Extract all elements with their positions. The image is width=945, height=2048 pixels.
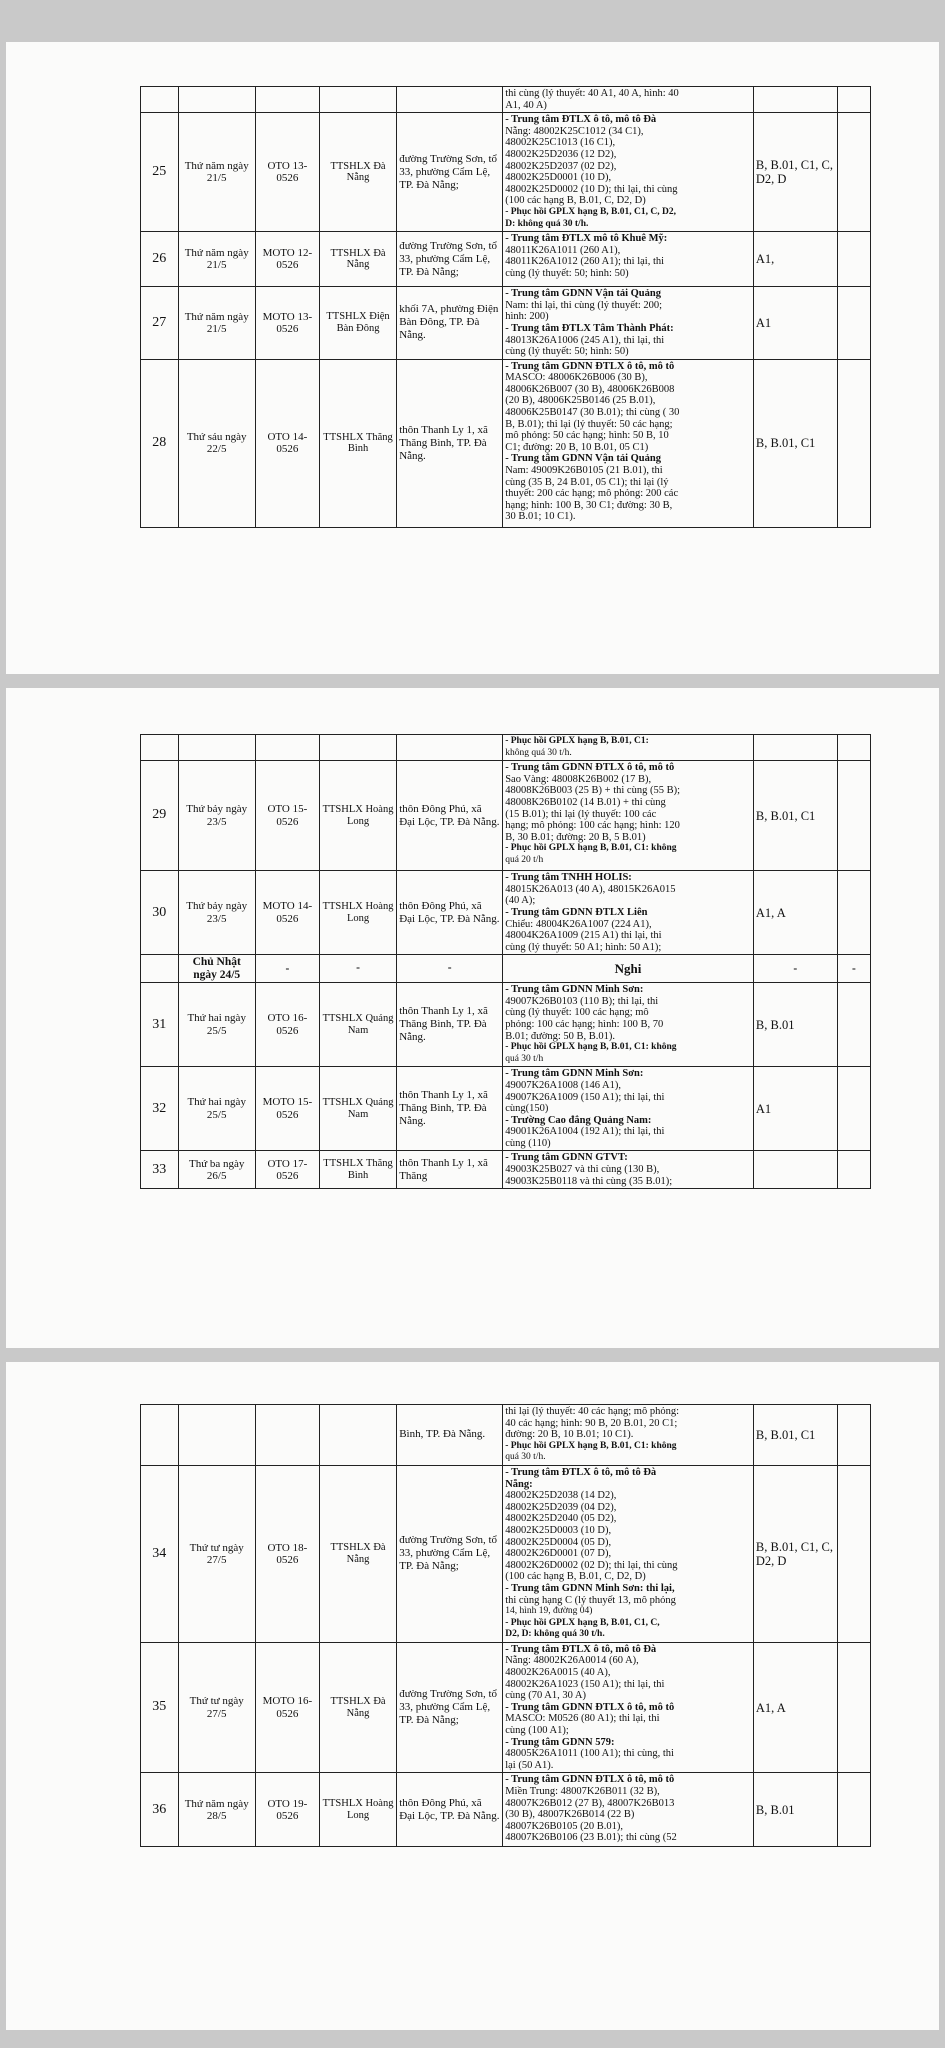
note-cell (837, 1465, 870, 1642)
table-row (141, 761, 871, 871)
document-page-1 (6, 42, 939, 674)
training-units (503, 761, 754, 871)
exam-address: thôn Đông Phú, xã Đại Lộc, TP. Đà Nẵng. (397, 871, 503, 955)
row-number (141, 1405, 179, 1466)
row-number: 33 (141, 1151, 179, 1189)
exam-address (397, 735, 503, 761)
exam-center: TTSHLX Đà Nẵng (319, 1465, 396, 1642)
license-classes (753, 87, 837, 113)
exam-center: TTSHLX Hoàng Long (319, 871, 396, 955)
license-classes: A1, A (753, 1642, 837, 1773)
session-code: - (255, 955, 319, 983)
exam-address: thôn Thanh Ly 1, xã Thăng (397, 1151, 503, 1189)
desc-line: - Trung tâm GDNN Vận tải Quảng (505, 453, 661, 465)
desc-line: (15 B.01); thi lại (lý thuyết: 100 các (505, 808, 657, 820)
session-code (255, 735, 319, 761)
note-cell (837, 1405, 870, 1466)
row-number (141, 87, 179, 113)
exam-center: - (319, 955, 396, 983)
desc-line: 14, hình 19, đường 04) (505, 1606, 593, 1617)
table-row (141, 1642, 871, 1773)
desc-line: - Trung tâm GDNN 579: (505, 1736, 615, 1748)
desc-line: MASCO: M0526 (80 A1); thi lại, thi (505, 1713, 660, 1725)
desc-line: không quá 30 t/h. (505, 747, 572, 758)
exam-day: Thứ năm ngày 21/5 (178, 113, 255, 232)
note-cell (837, 359, 870, 527)
training-units (503, 735, 754, 761)
desc-line: (30 B), 48007K26B014 (22 B) (505, 1809, 635, 1821)
table-row (141, 1773, 871, 1847)
exam-address: đường Trường Sơn, tổ 33, phường Cẩm Lệ, TP. Đà Nẵng; (397, 1642, 503, 1773)
desc-line: 48002K25D2040 (05 D2), (505, 1513, 617, 1525)
license-classes: B, B.01, C1 (753, 1405, 837, 1466)
session-code: OTO 19-0526 (255, 1773, 319, 1847)
desc-line: thi cùng hạng C (lý thuyết 13, mô phỏng (505, 1594, 676, 1606)
training-units (503, 1773, 754, 1847)
desc-line: 48006K26B007 (30 B), 48006K26B008 (505, 383, 675, 395)
table-row (141, 871, 871, 955)
desc-line: - Trung tâm GDNN Minh Sơn: thi lại, (505, 1582, 675, 1594)
schedule-table-page-1 (140, 86, 871, 528)
desc-line: 48002K25D2037 (02 D2), (505, 160, 617, 172)
desc-line: Miền Trung: 48007K26B011 (32 B), (505, 1786, 660, 1797)
desc-line: 48007K26B0105 (20 B.01), (505, 1820, 624, 1832)
row-number: 25 (141, 113, 179, 232)
desc-line: 30 B.01; 10 C1). (505, 511, 576, 523)
desc-line: 48005K26A1011 (100 A1); thi cùng, thi (505, 1748, 674, 1760)
exam-center: TTSHLX Quảng Nam (319, 983, 396, 1067)
license-classes (753, 735, 837, 761)
exam-address: thôn Đông Phú, xã Đại Lộc, TP. Đà Nẵng. (397, 761, 503, 871)
desc-line: 48013K26A1006 (245 A1), thi lại, thi (505, 334, 665, 346)
table-row (141, 1405, 871, 1466)
desc-line: Nẵng: (505, 1478, 533, 1490)
session-code: MOTO 12-0526 (255, 232, 319, 287)
note-cell (837, 1067, 870, 1151)
desc-line: hạng; mô phỏng: 100 các hạng; hình: 120 (505, 820, 680, 832)
session-code: OTO 17-0526 (255, 1151, 319, 1189)
exam-day (178, 87, 255, 113)
desc-line: 48011K26A1011 (260 A1), (505, 244, 621, 256)
training-units (503, 113, 754, 232)
exam-day: Thứ năm ngày 28/5 (178, 1773, 255, 1847)
table-row (141, 113, 871, 232)
note-cell (837, 871, 870, 955)
table-row (141, 983, 871, 1067)
exam-center: TTSHLX Quảng Nam (319, 1067, 396, 1151)
note-cell (837, 1773, 870, 1847)
training-units (503, 1642, 754, 1773)
row-number: 36 (141, 1773, 179, 1847)
desc-line: cùng (lý thuyết: 50; hình: 50) (505, 346, 629, 358)
exam-center: TTSHLX Đà Nẵng (319, 232, 396, 287)
desc-line: 48011K26A1012 (260 A1); thi lại, thi (505, 256, 665, 268)
desc-line: (40 A); (505, 895, 536, 907)
exam-day: Thứ sáu ngày 22/5 (178, 359, 255, 527)
exam-day: Thứ ba ngày 26/5 (178, 1151, 255, 1189)
exam-center: TTSHLX Đà Nẵng (319, 1642, 396, 1773)
desc-line: 49007K26A1008 (146 A1), (505, 1079, 621, 1091)
license-classes: B, B.01 (753, 1773, 837, 1847)
training-units (503, 871, 754, 955)
desc-line: 49007K26A1009 (150 A1); thi lại, thi (505, 1091, 665, 1103)
desc-line: cùng (100 A1); (505, 1725, 569, 1737)
exam-day: Thứ hai ngày 25/5 (178, 1067, 255, 1151)
desc-line: (100 các hạng B, B.01, C, D2, D) (505, 1571, 646, 1583)
exam-address: Bình, TP. Đà Nẵng. (397, 1405, 503, 1466)
schedule-table-page-2 (140, 734, 871, 1189)
desc-line: cùng(150) (505, 1103, 549, 1115)
training-units (503, 87, 754, 113)
license-classes: B, B.01, C1 (753, 359, 837, 527)
exam-center: TTSHLX Thăng Bình (319, 1151, 396, 1189)
note-cell (837, 983, 870, 1067)
exam-address: đường Trường Sơn, tổ 33, phường Cẩm Lệ, TP. Đà Nẵng; (397, 1465, 503, 1642)
exam-day (178, 1405, 255, 1466)
note-cell (837, 87, 870, 113)
license-classes: - (753, 955, 837, 983)
desc-line: Nam: thi lại, thi cùng (lý thuyết: 200; (505, 299, 663, 311)
row-number: 34 (141, 1465, 179, 1642)
exam-center: TTSHLX Đà Nẵng (319, 113, 396, 232)
holiday-row (141, 955, 871, 983)
table-row (141, 1151, 871, 1189)
desc-line: - Trung tâm GDNN ĐTLX ô tô, mô tô (505, 360, 675, 372)
note-cell (837, 1151, 870, 1189)
exam-address: thôn Thanh Ly 1, xã Thăng Bình, TP. Đà Nẵng. (397, 359, 503, 527)
desc-line: (20 B), 48006K25B0146 (25 B.01), (505, 395, 656, 407)
desc-line: Sao Vàng: 48008K26B002 (17 B), (505, 773, 652, 785)
exam-center (319, 87, 396, 113)
exam-address (397, 87, 503, 113)
desc-line: Nam: 49009K26B0105 (21 B.01), thi (505, 465, 663, 477)
holiday-label: Nghi (503, 955, 754, 983)
document-page-2 (6, 688, 939, 1348)
desc-line: 48006K25B0147 (30 B.01); thi cùng ( 30 (505, 407, 680, 419)
exam-day: Thứ năm ngày 21/5 (178, 232, 255, 287)
desc-line: - Phục hồi GPLX hạng B, B.01, C1, C, D2, (505, 206, 676, 217)
row-number: 31 (141, 983, 179, 1067)
exam-center (319, 1405, 396, 1466)
desc-line: 40 các hạng; hình: 90 B, 20 B.01, 20 C1; (505, 1417, 678, 1429)
desc-line: thi cùng (lý thuyết: 40 A1, 40 A, hình: 40 (505, 88, 679, 99)
desc-line: B, B.01); thi lại (lý thuyết: 50 các hạng; (505, 418, 673, 430)
desc-line: cùng (35 B, 24 B.01, 05 C1); thi lại (lý (505, 476, 669, 488)
desc-line: thuyết: 200 các hạng; mô phỏng: 200 các (505, 488, 679, 500)
session-code: OTO 18-0526 (255, 1465, 319, 1642)
desc-line: C1; đường: 20 B, 10 B.01, 05 C1) (505, 441, 649, 453)
desc-line: Chiểu: 48004K26A1007 (224 A1), (505, 918, 652, 930)
session-code: MOTO 13-0526 (255, 287, 319, 360)
desc-line: (100 các hạng B, B.01, C, D2, D) (505, 195, 646, 207)
desc-line: MASCO: 48006K26B006 (30 B), (505, 372, 648, 384)
row-number: 35 (141, 1642, 179, 1773)
desc-line: 48002K25D0001 (10 D), (505, 172, 612, 184)
training-units (503, 1465, 754, 1642)
exam-address: - (397, 955, 503, 983)
schedule-table-page-3 (140, 1404, 871, 1847)
desc-line: 48002K25D0003 (10 D), (505, 1524, 612, 1536)
exam-day: Thứ năm ngày 21/5 (178, 287, 255, 360)
row-number (141, 735, 179, 761)
desc-line: - Trung tâm GDNN ĐTLX Liên (505, 906, 648, 918)
session-code: MOTO 14-0526 (255, 871, 319, 955)
desc-line: hình: 200) (505, 311, 549, 323)
license-classes: B, B.01, C1, C, D2, D (753, 113, 837, 232)
license-classes: A1 (753, 287, 837, 360)
desc-line: 48002K26A1023 (150 A1); thi lại, thi (505, 1678, 665, 1690)
desc-line: 49001K26A1004 (192 A1); thi lại, thi (505, 1126, 665, 1138)
desc-line: 48008K26B003 (25 B) + thi cùng (55 B); (505, 785, 680, 797)
exam-address: thôn Thanh Ly 1, xã Thăng Bình, TP. Đà Nẵng. (397, 983, 503, 1067)
desc-line: Nẵng: 48002K26A0014 (60 A), (505, 1655, 639, 1667)
desc-line: 48002K25D2039 (04 D2), (505, 1501, 617, 1513)
table-row (141, 87, 871, 113)
exam-address: đường Trường Sơn, tổ 33, phường Cẩm Lệ, TP. Đà Nẵng; (397, 113, 503, 232)
desc-line: - Trung tâm ĐTLX Tâm Thành Phát: (505, 322, 674, 334)
desc-line: 48002K25D2038 (14 D2), (505, 1490, 617, 1502)
training-units (503, 232, 754, 287)
desc-line: mô phỏng: 50 các hạng; hình: 50 B, 10 (505, 430, 669, 442)
desc-line: - Trung tâm GDNN ĐTLX ô tô, mô tô (505, 1774, 675, 1786)
desc-line: đường: 20 B, 10 B.01; 10 C1). (505, 1429, 634, 1441)
desc-line: 48002K25D0002 (10 D); thi lại, thi cùng (505, 183, 678, 195)
exam-day: Thứ bảy ngày 23/5 (178, 761, 255, 871)
exam-center: TTSHLX Hoàng Long (319, 1773, 396, 1847)
exam-address: khối 7A, phường Điện Bàn Đông, TP. Đà Nẵng. (397, 287, 503, 360)
note-cell (837, 113, 870, 232)
desc-line: 48002K26D0002 (02 D); thi lại, thi cùng (505, 1559, 678, 1571)
desc-line: - Trung tâm ĐTLX ô tô, mô tô Đà (505, 1643, 657, 1655)
license-classes: B, B.01, C1 (753, 761, 837, 871)
exam-day (178, 735, 255, 761)
desc-line: - Phục hồi GPLX hạng B, B.01, C1: (505, 736, 649, 746)
desc-line: B, 30 B.01; đường: 20 B, 5 B.01) (505, 831, 646, 843)
desc-line: - Trung tâm GDNN Minh Sơn: (505, 1068, 644, 1080)
training-units (503, 1151, 754, 1189)
desc-line: - Phục hồi GPLX hạng B, B.01, C1: không (505, 1042, 677, 1053)
exam-center: TTSHLX Điện Bàn Đông (319, 287, 396, 360)
row-number: 27 (141, 287, 179, 360)
row-number (141, 955, 179, 983)
desc-line: quá 20 t/h (505, 854, 544, 865)
desc-line: 48002K25D0004 (05 D), (505, 1536, 612, 1548)
table-row (141, 1067, 871, 1151)
desc-line: - Trung tâm ĐTLX ô tô, mô tô Đà (505, 1466, 657, 1478)
desc-line: - Phục hồi GPLX hạng B, B.01, C1, C, (505, 1617, 660, 1628)
desc-line: quá 30 t/h (505, 1053, 544, 1064)
desc-line: D: không quá 30 t/h. (505, 218, 589, 229)
desc-line: 49003K25B027 và thi cùng (130 B), (505, 1164, 660, 1176)
session-code: MOTO 15-0526 (255, 1067, 319, 1151)
document-page-3 (6, 1362, 939, 2030)
license-classes: B, B.01 (753, 983, 837, 1067)
session-code: MOTO 16-0526 (255, 1642, 319, 1773)
row-number: 30 (141, 871, 179, 955)
desc-line: 48004K26A1009 (215 A1) thi lại, thi (505, 930, 662, 942)
row-number: 28 (141, 359, 179, 527)
desc-line: 48015K26A013 (40 A), 48015K26A015 (505, 883, 676, 895)
desc-line: thi lại (lý thuyết: 40 các hạng; mô phỏng: (505, 1406, 680, 1417)
desc-line: hạng; hình: 100 B, 30 C1; đường: 30 B, (505, 499, 673, 511)
exam-address: thôn Thanh Ly 1, xã Thăng Bình, TP. Đà Nẵng. (397, 1067, 503, 1151)
table-row (141, 1465, 871, 1642)
desc-line: - Trung tâm GDNN ĐTLX ô tô, mô tô (505, 1701, 675, 1713)
session-code (255, 1405, 319, 1466)
note-cell (837, 1642, 870, 1773)
table-row (141, 735, 871, 761)
desc-line: cùng (110) (505, 1137, 551, 1149)
table-row (141, 232, 871, 287)
training-units (503, 1067, 754, 1151)
exam-center: TTSHLX Thăng Bình (319, 359, 396, 527)
note-cell (837, 735, 870, 761)
desc-line: cùng (70 A1, 30 A) (505, 1690, 586, 1702)
exam-day: Thứ bảy ngày 23/5 (178, 871, 255, 955)
license-classes: A1, (753, 232, 837, 287)
desc-line: Nẵng: 48002K25C1012 (34 C1), (505, 125, 644, 137)
desc-line: - Trường Cao đẳng Quảng Nam: (505, 1114, 652, 1126)
desc-line: cùng (lý thuyết: 50; hình: 50) (505, 267, 629, 279)
desc-line: - Trung tâm GDNN ĐTLX ô tô, mô tô (505, 762, 675, 774)
table-row (141, 287, 871, 360)
license-classes: A1, A (753, 871, 837, 955)
desc-line: - Trung tâm GDNN Minh Sơn: (505, 984, 644, 996)
exam-day: Chủ Nhật ngày 24/5 (178, 955, 255, 983)
exam-day: Thứ tư ngày 27/5 (178, 1642, 255, 1773)
exam-center (319, 735, 396, 761)
license-classes: A1 (753, 1067, 837, 1151)
note-cell: - (837, 955, 870, 983)
desc-line: cùng (lý thuyết: 100 các hạng; mô (505, 1007, 649, 1019)
desc-line: 48008K26B0102 (14 B.01) + thi cùng (505, 796, 666, 808)
session-code (255, 87, 319, 113)
note-cell (837, 232, 870, 287)
table-row (141, 359, 871, 527)
desc-line: 48007K26B012 (27 B), 48007K26B013 (505, 1797, 675, 1809)
desc-line: - Phục hồi GPLX hạng B, B.01, C1: không (505, 843, 677, 854)
desc-line: phỏng: 100 các hạng; hình: 100 B, 70 (505, 1018, 664, 1030)
desc-line: 49007K26B0103 (110 B); thi lại, thi (505, 995, 659, 1007)
desc-line: - Trung tâm GDNN GTVT: (505, 1152, 628, 1164)
training-units (503, 359, 754, 527)
row-number: 29 (141, 761, 179, 871)
license-classes (753, 1151, 837, 1189)
desc-line: D2, D: không quá 30 t/h. (505, 1629, 605, 1640)
session-code: OTO 13-0526 (255, 113, 319, 232)
training-units (503, 287, 754, 360)
desc-line: 48002K25C1013 (16 C1), (505, 137, 616, 149)
training-units (503, 1405, 754, 1466)
session-code: OTO 14-0526 (255, 359, 319, 527)
license-classes: B, B.01, C1, C, D2, D (753, 1465, 837, 1642)
note-cell (837, 287, 870, 360)
desc-line: 48002K25D2036 (12 D2), (505, 148, 617, 160)
desc-line: 49003K25B0118 và thi cùng (35 B.01); (505, 1175, 673, 1187)
desc-line: 48007K26B0106 (23 B.01); thi cùng (52 (505, 1832, 677, 1844)
exam-center: TTSHLX Hoàng Long (319, 761, 396, 871)
desc-line: B.01; đường: 50 B, B.01). (505, 1030, 616, 1042)
row-number: 26 (141, 232, 179, 287)
desc-line: 48002K26D0001 (07 D), (505, 1548, 612, 1560)
exam-address: đường Trường Sơn, tổ 33, phường Cẩm Lệ, TP. Đà Nẵng; (397, 232, 503, 287)
desc-line: - Trung tâm GDNN Vận tải Quảng (505, 288, 661, 300)
desc-line: A1, 40 A) (505, 99, 547, 111)
desc-line: cùng (lý thuyết: 50 A1; hình: 50 A1); (505, 941, 662, 953)
session-code: OTO 16-0526 (255, 983, 319, 1067)
desc-line: - Phục hồi GPLX hạng B, B.01, C1: không (505, 1440, 677, 1451)
desc-line: - Trung tâm ĐTLX ô tô, mô tô Đà (505, 114, 657, 126)
session-code: OTO 15-0526 (255, 761, 319, 871)
desc-line: - Trung tâm TNHH HOLIS: (505, 872, 632, 884)
desc-line: - Trung tâm ĐTLX mô tô Khuê Mỹ: (505, 233, 668, 245)
training-units (503, 983, 754, 1067)
exam-day: Thứ hai ngày 25/5 (178, 983, 255, 1067)
desc-line: 48002K26A0015 (40 A), (505, 1667, 611, 1679)
desc-line: quá 30 t/h. (505, 1452, 546, 1463)
exam-address: thôn Đông Phú, xã Đại Lộc, TP. Đà Nẵng. (397, 1773, 503, 1847)
desc-line: lại (50 A1). (505, 1759, 554, 1771)
exam-day: Thứ tư ngày 27/5 (178, 1465, 255, 1642)
row-number: 32 (141, 1067, 179, 1151)
note-cell (837, 761, 870, 871)
